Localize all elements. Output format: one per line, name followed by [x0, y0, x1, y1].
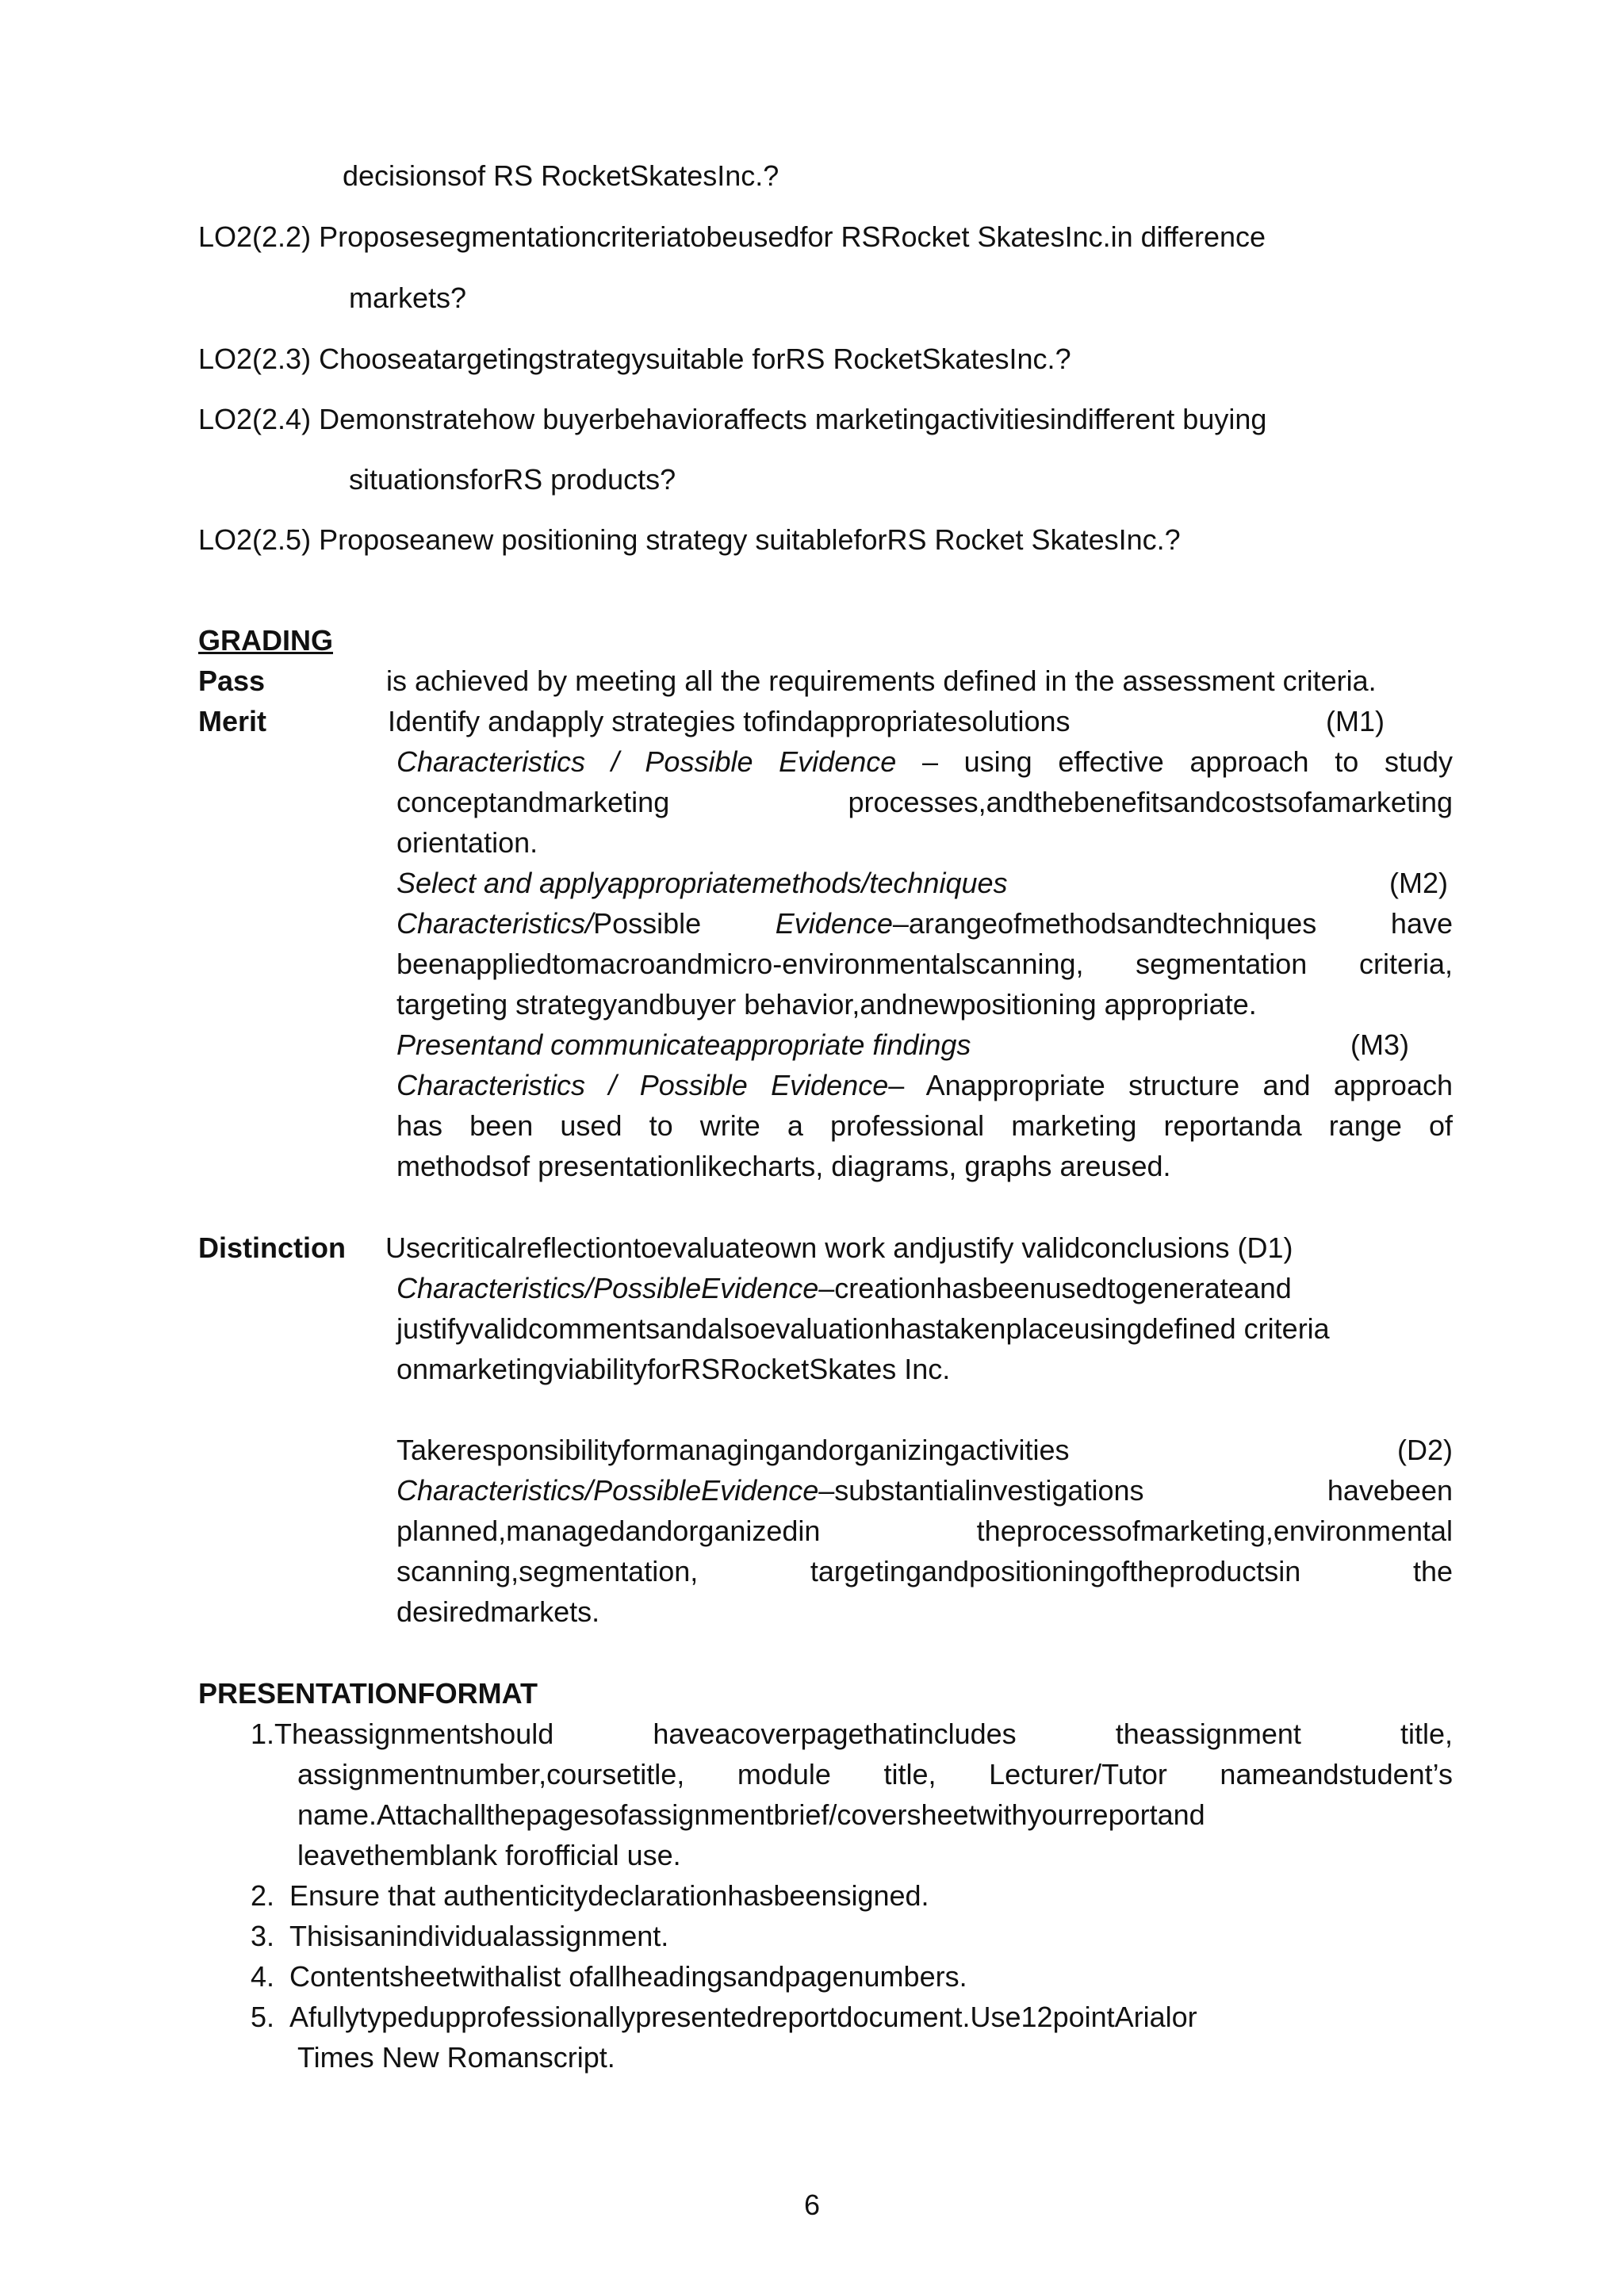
lo-line: decisionsof RS RocketSkatesInc.? [343, 159, 779, 192]
m1-text: Identify andapply strategies tofindappropriatesolutions [388, 705, 1071, 737]
d1-characteristics [396, 1269, 1292, 1308]
page-number: 6 [804, 2189, 821, 2221]
lo-line: LO2(2.2) Proposesegmentationcriteriatobeusedfor RSRocket SkatesInc.in difference [198, 220, 1266, 253]
m3-characteristics [396, 1066, 1453, 1105]
grading-heading: GRADING [198, 624, 333, 657]
d2-char-label: Characteristics/PossibleEvidence [396, 1474, 819, 1507]
m2-characteristics [396, 904, 1453, 944]
lo-line: situationsforRS products? [349, 463, 676, 496]
m1-characteristics [396, 742, 1453, 782]
lo-line: LO2(2.4) Demonstratehow buyerbehavioraffects marketingactivitiesindifferent buying [198, 403, 1267, 435]
d1-char-text: –creationhasbeenusedtogenerateand [818, 1272, 1292, 1304]
d1-text: Usecriticalreflectiontoevaluateown work andjustify validconclusions (D1) [385, 1231, 1293, 1264]
list-item: Afullytypedupprofessionallypresentedreportdocument.Use12pointArialor [289, 2001, 1197, 2033]
list-item: Ensure that authenticitydeclarationhasbeensigned. [289, 1879, 929, 1912]
m1-char-label: Characteristics / Possible Evidence [396, 745, 897, 778]
m3-char-text: – Anappropriate structure and approach [888, 1069, 1453, 1101]
d2-line2: planned,managedandorganizedin theprocessofmarketing,environmental [396, 1515, 1453, 1547]
m1-tag: (M1) [1326, 705, 1385, 737]
d2-char-text: –substantialinvestigations havebeen [818, 1474, 1453, 1507]
lo-line: LO2(2.5) Proposeanew positioning strategy suitableforRS Rocket SkatesInc.? [198, 523, 1181, 556]
format-item1-line2: assignmentnumber,coursetitle, module title, Lecturer/Tutor nameandstudent’s [297, 1758, 1453, 1790]
d1-line3: onmarketingviabilityforRSRocketSkates Inc. [396, 1353, 951, 1385]
m1-char-text: – using effective approach to study [896, 745, 1453, 778]
m2-char-label2: Evidence [775, 907, 893, 940]
list-item: Thisisanindividualassignment. [289, 1920, 669, 1952]
list-item-number: 3. [251, 1920, 275, 1952]
m2-char-text: –arangeofmethodsandtechniques have [892, 907, 1453, 940]
d1-char-label: Characteristics/PossibleEvidence [396, 1272, 819, 1304]
lo-line: LO2(2.3) Chooseatargetingstrategysuitable forRS RocketSkatesInc.? [198, 343, 1071, 375]
d2-tag: (D2) [1397, 1434, 1453, 1466]
format-heading: PRESENTATIONFORMAT [198, 1677, 538, 1710]
m2-line2: beenappliedtomacroandmicro-environmentalscanning, segmentation criteria, [396, 948, 1453, 980]
list-item-number: 2. [251, 1879, 275, 1912]
m3-line2: has been used to write a professional marketing reportanda range of [396, 1109, 1453, 1142]
merit-label: Merit [198, 705, 267, 737]
m3-tag: (M3) [1350, 1028, 1409, 1061]
m3-line3: methodsof presentationlikecharts, diagrams, graphs areused. [396, 1150, 1171, 1182]
format-item1-line1: 1.Theassignmentshould haveacoverpagethatincludes theassignment title, [251, 1718, 1453, 1750]
d2-characteristics [396, 1471, 1453, 1511]
m2-char-mid: Possible [593, 907, 776, 940]
pass-label: Pass [198, 664, 266, 697]
d2-text: Takeresponsibilityformanagingandorganizingactivities [396, 1434, 1070, 1466]
m2-char-label1: Characteristics/ [396, 907, 594, 940]
pass-text: is achieved by meeting all the requirements defined in the assessment criteria. [386, 664, 1377, 697]
distinction-label: Distinction [198, 1231, 346, 1264]
d1-line2: justifyvalidcommentsandalsoevaluationhastakenplaceusingdefined criteria [396, 1312, 1330, 1345]
m3-char-label: Characteristics / Possible Evidence [396, 1069, 889, 1101]
m3-text: Presentand communicateappropriate findings [396, 1028, 971, 1061]
m1-line2: conceptandmarketing processes,andthebenefitsandcostsofamarketing [396, 786, 1453, 818]
list-item-number: 5. [251, 2001, 275, 2033]
list-item: Contentsheetwithalist ofallheadingsandpagenumbers. [289, 1960, 967, 1993]
d2-line4: desiredmarkets. [396, 1595, 600, 1628]
format-item1-line4: leavethemblank forofficial use. [297, 1839, 681, 1871]
m1-line3: orientation. [396, 826, 538, 859]
format-item1-line3: name.Attachallthepagesofassignmentbrief/coversheetwithyourreportand [297, 1798, 1205, 1831]
d2-line3: scanning,segmentation, targetingandpositioningoftheproductsin the [396, 1555, 1453, 1587]
m2-text: Select and applyappropriatemethods/techniques [396, 867, 1008, 899]
list-item-number: 4. [251, 1960, 275, 1993]
m2-line3: targeting strategyandbuyer behavior,andnewpositioning appropriate. [396, 988, 1257, 1021]
list-item-continuation: Times New Romanscript. [297, 2041, 615, 2074]
m2-tag: (M2) [1389, 867, 1448, 899]
lo-line: markets? [349, 281, 467, 314]
